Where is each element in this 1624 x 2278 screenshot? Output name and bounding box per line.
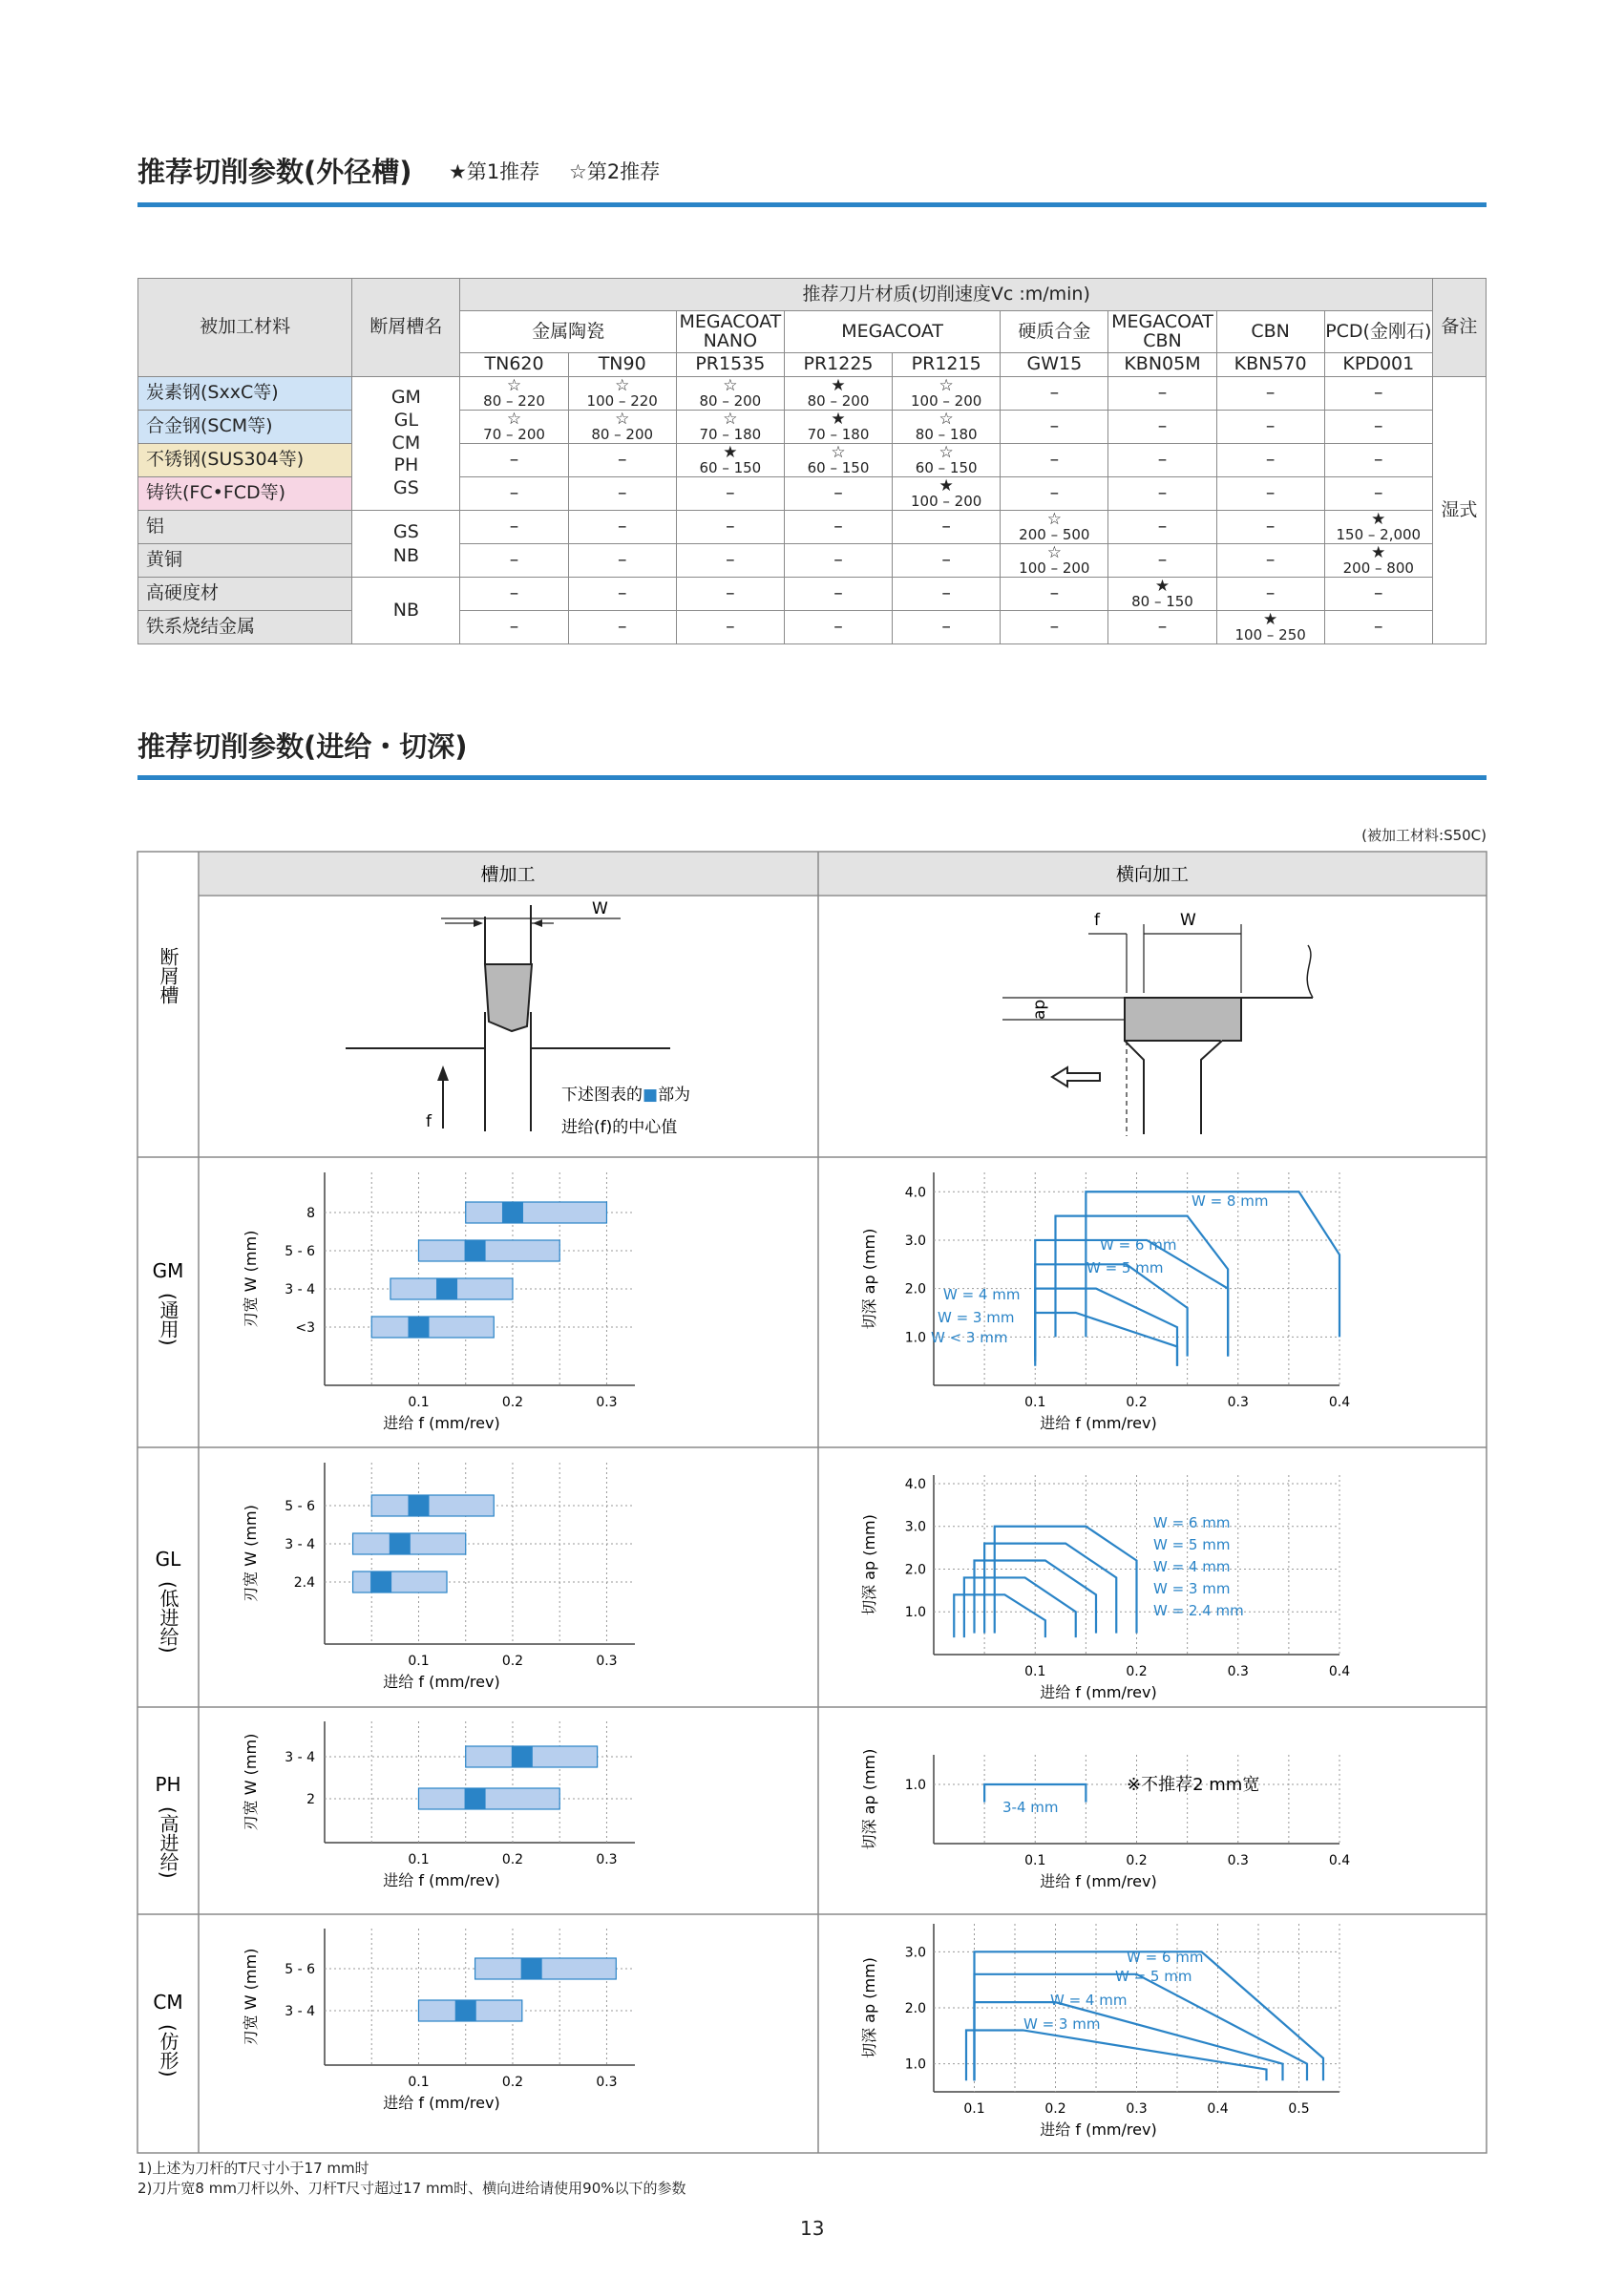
series-label: W = 5 mm bbox=[1086, 1259, 1164, 1276]
speed-cell: ☆ 60 – 150 bbox=[784, 444, 892, 477]
speed-cell: – bbox=[784, 511, 892, 544]
x-tick-label: 0.3 bbox=[1126, 2101, 1148, 2117]
remark-wet: 湿式 bbox=[1432, 377, 1486, 644]
grade-family: MEGACOAT bbox=[784, 311, 1000, 353]
diagram-note-1: 下述图表的■部为 bbox=[561, 1086, 691, 1105]
speed-cell: – bbox=[1324, 411, 1432, 444]
speed-cell: ★ 200 – 800 bbox=[1324, 544, 1432, 578]
x-axis-label: 进给 f (mm/rev) bbox=[1040, 1872, 1157, 1890]
x-tick-label: 0.4 bbox=[1328, 1664, 1351, 1679]
speed-cell: ☆ 200 – 500 bbox=[1001, 511, 1108, 544]
speed-cell: ☆ 70 – 180 bbox=[676, 411, 784, 444]
material-name: 铸铁(FC•FCD等) bbox=[138, 477, 352, 511]
speed-cell: – bbox=[893, 578, 1001, 611]
row-label: GM bbox=[152, 1259, 184, 1282]
series-label: W = 3 mm bbox=[1153, 1580, 1231, 1597]
x-tick-label: 0.1 bbox=[963, 2101, 985, 2117]
x-tick-label: 0.3 bbox=[596, 2075, 618, 2090]
speed-cell: – bbox=[676, 611, 784, 644]
speed-cell: – bbox=[568, 477, 676, 511]
speed-cell: ★ 100 – 200 bbox=[893, 477, 1001, 511]
speed-cell: – bbox=[1001, 578, 1108, 611]
x-tick-label: 0.1 bbox=[1024, 1664, 1046, 1679]
x-tick-label: 0.3 bbox=[1227, 1853, 1249, 1868]
grade-name: PR1215 bbox=[893, 353, 1001, 377]
speed-cell: – bbox=[1108, 444, 1216, 477]
series-outline bbox=[954, 1594, 1045, 1637]
speed-cell: – bbox=[893, 511, 1001, 544]
speed-cell: – bbox=[1216, 511, 1324, 544]
speed-cell: – bbox=[568, 511, 676, 544]
groove-f-label: f bbox=[426, 1112, 432, 1131]
speed-cell: – bbox=[1001, 611, 1108, 644]
y-tick-label: 3.0 bbox=[904, 1519, 926, 1535]
speed-cell: – bbox=[1216, 411, 1324, 444]
speed-cell: – bbox=[1216, 477, 1324, 511]
series-label: 3-4 mm bbox=[1002, 1799, 1059, 1816]
chipbreaker-names: GM GL CM PH GS bbox=[352, 377, 460, 511]
material-name: 炭素钢(SxxC等) bbox=[138, 377, 352, 411]
y-tick-label: 3.0 bbox=[904, 1233, 926, 1249]
feed-range-bar bbox=[371, 1495, 494, 1516]
y-tick-label: 8 bbox=[306, 1206, 315, 1221]
speed-cell: – bbox=[893, 544, 1001, 578]
speed-cell: – bbox=[568, 578, 676, 611]
col-grooving-header: 槽加工 bbox=[480, 864, 536, 885]
speed-cell: – bbox=[1108, 377, 1216, 411]
series-outline bbox=[964, 1577, 1076, 1637]
col-turning-header: 横向加工 bbox=[1115, 864, 1190, 885]
x-tick-label: 0.1 bbox=[408, 2075, 430, 2090]
speed-cell: – bbox=[784, 578, 892, 611]
grade-family: MEGACOAT NANO bbox=[676, 311, 784, 353]
y-tick-label: 1.0 bbox=[904, 1330, 926, 1346]
turn-ap-label: ap bbox=[1030, 999, 1049, 1020]
x-tick-label: 0.2 bbox=[501, 1852, 524, 1867]
speed-cell: – bbox=[460, 511, 568, 544]
grade-name: PR1535 bbox=[676, 353, 784, 377]
series-label: W = 3 mm bbox=[938, 1309, 1015, 1326]
x-tick-label: 0.4 bbox=[1328, 1395, 1351, 1410]
speed-cell: ★ 70 – 180 bbox=[784, 411, 892, 444]
row-label: CM bbox=[153, 1991, 183, 2014]
speed-cell: – bbox=[568, 444, 676, 477]
material-name: 高硬度材 bbox=[138, 578, 352, 611]
remarks-header: 备注 bbox=[1432, 279, 1486, 377]
x-tick-label: 0.1 bbox=[1024, 1395, 1046, 1410]
feed-center-mark bbox=[465, 1240, 486, 1261]
grade-name: GW15 bbox=[1001, 353, 1108, 377]
speed-cell: – bbox=[1001, 411, 1108, 444]
speed-cell: – bbox=[784, 611, 892, 644]
x-tick-label: 0.1 bbox=[408, 1852, 430, 1867]
speed-cell: – bbox=[1324, 611, 1432, 644]
x-tick-label: 0.2 bbox=[501, 1654, 524, 1669]
legend-secondary: ☆第2推荐 bbox=[569, 160, 661, 183]
speed-cell: – bbox=[676, 477, 784, 511]
y-tick-label: 4.0 bbox=[904, 1185, 926, 1201]
x-axis-label: 进给 f (mm/rev) bbox=[383, 1871, 500, 1889]
y-tick-label: 3 - 4 bbox=[285, 2004, 315, 2019]
y-tick-label: 3 - 4 bbox=[285, 1750, 315, 1765]
speed-cell: – bbox=[1108, 477, 1216, 511]
x-tick-label: 0.2 bbox=[501, 2075, 524, 2090]
row-label-sub: (高进给) bbox=[157, 1806, 179, 1879]
x-tick-label: 0.2 bbox=[1126, 1395, 1148, 1410]
series-label: W = 4 mm bbox=[943, 1286, 1021, 1303]
grade-group-header: 推荐刀片材质(切削速度Vc :m/min) bbox=[460, 279, 1432, 311]
speed-cell: ★ 80 – 150 bbox=[1108, 578, 1216, 611]
speed-cell: – bbox=[1001, 477, 1108, 511]
speed-cell: – bbox=[1216, 444, 1324, 477]
series-outline bbox=[966, 2030, 1267, 2080]
speed-cell: – bbox=[1108, 611, 1216, 644]
y-tick-label: 3 - 4 bbox=[285, 1537, 315, 1552]
speed-cell: ☆ 100 – 200 bbox=[1001, 544, 1108, 578]
feed-range-bar bbox=[371, 1317, 494, 1338]
y-tick-label: 3.0 bbox=[904, 1945, 926, 1961]
speed-cell: ☆ 80 – 200 bbox=[676, 377, 784, 411]
speed-cell: – bbox=[460, 611, 568, 644]
series-label: W = 3 mm bbox=[1023, 2015, 1101, 2033]
x-tick-label: 0.3 bbox=[1227, 1395, 1249, 1410]
y-tick-label: 2.4 bbox=[293, 1575, 315, 1591]
feed-center-mark bbox=[408, 1495, 429, 1516]
grade-name: TN620 bbox=[460, 353, 568, 377]
speed-cell: – bbox=[1324, 444, 1432, 477]
y-tick-label: 5 - 6 bbox=[285, 1962, 315, 1977]
series-label: W = 2.4 mm bbox=[1153, 1602, 1244, 1619]
y-tick-label: <3 bbox=[295, 1320, 315, 1336]
row-label: GL bbox=[155, 1548, 181, 1571]
speed-cell: ☆ 70 – 200 bbox=[460, 411, 568, 444]
feed-center-mark bbox=[512, 1746, 533, 1767]
x-tick-label: 0.2 bbox=[501, 1395, 524, 1410]
speed-cell: – bbox=[1216, 544, 1324, 578]
y-tick-label: 3 - 4 bbox=[285, 1282, 315, 1297]
material-header: 被加工材料 bbox=[138, 279, 352, 377]
speed-cell: ☆ 80 – 180 bbox=[893, 411, 1001, 444]
feed-center-mark bbox=[436, 1278, 457, 1299]
speed-cell: – bbox=[676, 578, 784, 611]
row-header-chipbreaker: 断屑槽 bbox=[157, 947, 179, 1004]
speed-cell: – bbox=[1216, 578, 1324, 611]
feed-center-mark bbox=[502, 1202, 523, 1223]
row-label: PH bbox=[155, 1773, 181, 1796]
row-label-sub: (低进给) bbox=[157, 1581, 179, 1654]
y-tick-label: 2 bbox=[306, 1792, 315, 1807]
speed-cell: – bbox=[460, 578, 568, 611]
series-label: W = 6 mm bbox=[1127, 1949, 1204, 1966]
feed-center-mark bbox=[455, 2000, 476, 2021]
turn-w-label: W bbox=[1180, 911, 1196, 930]
groove-w-label: W bbox=[592, 899, 608, 918]
feed-center-mark bbox=[370, 1571, 391, 1592]
speed-cell: ☆ 80 – 200 bbox=[568, 411, 676, 444]
feed-center-mark bbox=[465, 1788, 486, 1809]
chipbreaker-header: 断屑槽名 bbox=[352, 279, 460, 377]
series-label: W < 3 mm bbox=[931, 1329, 1008, 1346]
feed-range-bar bbox=[353, 1571, 447, 1592]
y-tick-label: 1.0 bbox=[904, 1605, 926, 1621]
material-name: 不锈钢(SUS304等) bbox=[138, 444, 352, 477]
speed-cell: ★ 150 – 2,000 bbox=[1324, 511, 1432, 544]
feed-range-bar bbox=[466, 1202, 607, 1223]
row-label-sub: (通用) bbox=[157, 1293, 179, 1346]
series-label: W = 5 mm bbox=[1153, 1536, 1231, 1553]
speed-cell: ★ 100 – 250 bbox=[1216, 611, 1324, 644]
speed-cell: – bbox=[568, 611, 676, 644]
speed-cell: – bbox=[1108, 544, 1216, 578]
series-label: W = 8 mm bbox=[1192, 1192, 1269, 1210]
speed-cell: ☆ 60 – 150 bbox=[893, 444, 1001, 477]
speed-cell: ☆ 100 – 200 bbox=[893, 377, 1001, 411]
y-axis-label: 切深 ap (mm) bbox=[860, 1957, 878, 2058]
speed-cell: – bbox=[893, 611, 1001, 644]
speed-cell: – bbox=[1001, 377, 1108, 411]
y-tick-label: 2.0 bbox=[904, 1281, 926, 1297]
grade-family: 金属陶瓷 bbox=[460, 311, 676, 353]
y-tick-label: 4.0 bbox=[904, 1476, 926, 1492]
y-axis-label: 切深 ap (mm) bbox=[860, 1514, 878, 1615]
footnote-1: 1)上述为刀杆的T尺寸小于17 mm时 bbox=[137, 2160, 369, 2177]
y-tick-label: 5 - 6 bbox=[285, 1244, 315, 1259]
speed-cell: – bbox=[676, 544, 784, 578]
y-tick-label: 1.0 bbox=[904, 2057, 926, 2073]
x-tick-label: 0.3 bbox=[596, 1395, 618, 1410]
x-tick-label: 0.2 bbox=[1126, 1853, 1148, 1868]
y-tick-label: 1.0 bbox=[904, 1778, 926, 1793]
grade-name: KPD001 bbox=[1324, 353, 1432, 377]
material-name: 铁系烧结金属 bbox=[138, 611, 352, 644]
footnote-2: 2)刀片宽8 mm刀杆以外、刀杆T尺寸超过17 mm时、横向进给请使用90%以下的参数 bbox=[137, 2180, 686, 2197]
legend-primary: ★第1推荐 bbox=[449, 160, 540, 183]
grade-family: CBN bbox=[1216, 311, 1324, 353]
chipbreaker-names: GS NB bbox=[352, 511, 460, 578]
y-axis-label: 切深 ap (mm) bbox=[860, 1228, 878, 1330]
page-number: 13 bbox=[800, 2217, 825, 2240]
speed-cell: – bbox=[676, 511, 784, 544]
speed-cell: ☆ 80 – 220 bbox=[460, 377, 568, 411]
speed-cell: – bbox=[1324, 477, 1432, 511]
x-axis-label: 进给 f (mm/rev) bbox=[1040, 2120, 1157, 2139]
x-tick-label: 0.1 bbox=[408, 1395, 430, 1410]
x-axis-label: 进给 f (mm/rev) bbox=[383, 1673, 500, 1691]
speed-cell: – bbox=[1324, 578, 1432, 611]
speed-cell: – bbox=[784, 544, 892, 578]
row-label-sub: (仿形) bbox=[157, 2024, 179, 2078]
speed-cell: – bbox=[460, 444, 568, 477]
speed-cell: ☆ 100 – 220 bbox=[568, 377, 676, 411]
x-tick-label: 0.3 bbox=[596, 1654, 618, 1669]
y-axis-label: 刃宽 W (mm) bbox=[242, 1733, 260, 1831]
x-axis-label: 进给 f (mm/rev) bbox=[383, 2094, 500, 2112]
x-axis-label: 进给 f (mm/rev) bbox=[383, 1414, 500, 1432]
grade-name: TN90 bbox=[568, 353, 676, 377]
turn-f-label: f bbox=[1094, 911, 1100, 930]
feed-range-bar bbox=[418, 1240, 559, 1261]
x-axis-label: 进给 f (mm/rev) bbox=[1040, 1414, 1157, 1432]
speed-cell: – bbox=[568, 544, 676, 578]
material-name: 黄铜 bbox=[138, 544, 352, 578]
feed-center-mark bbox=[521, 1958, 542, 1979]
feed-center-mark bbox=[390, 1533, 411, 1554]
series-outline bbox=[975, 2002, 1283, 2080]
x-tick-label: 0.4 bbox=[1207, 2101, 1229, 2117]
grade-name: KBN570 bbox=[1216, 353, 1324, 377]
grade-name: PR1225 bbox=[784, 353, 892, 377]
speed-cell: – bbox=[460, 544, 568, 578]
material-note: (被加工材料:S50C) bbox=[1361, 827, 1487, 844]
section2-title: 推荐切削参数(进给・切深) bbox=[137, 730, 468, 763]
series-label: W = 5 mm bbox=[1115, 1968, 1192, 1985]
x-tick-label: 0.1 bbox=[408, 1654, 430, 1669]
x-tick-label: 0.2 bbox=[1044, 2101, 1066, 2117]
grade-family: MEGACOAT CBN bbox=[1108, 311, 1216, 353]
speed-cell: ★ 80 – 200 bbox=[784, 377, 892, 411]
y-axis-label: 刃宽 W (mm) bbox=[242, 1505, 260, 1602]
speed-cell: – bbox=[784, 477, 892, 511]
grade-name: KBN05M bbox=[1108, 353, 1216, 377]
grade-family: PCD(金刚石) bbox=[1324, 311, 1432, 353]
grade-family: 硬质合金 bbox=[1001, 311, 1108, 353]
ph-note: ※不推荐2 mm宽 bbox=[1127, 1775, 1260, 1795]
speed-cell: – bbox=[1108, 411, 1216, 444]
x-axis-label: 进给 f (mm/rev) bbox=[1040, 1683, 1157, 1701]
x-tick-label: 0.2 bbox=[1126, 1664, 1148, 1679]
diagram-note-2: 进给(f)的中心值 bbox=[561, 1118, 678, 1137]
x-tick-label: 0.3 bbox=[596, 1852, 618, 1867]
x-tick-label: 0.5 bbox=[1288, 2101, 1310, 2117]
x-tick-label: 0.4 bbox=[1328, 1853, 1351, 1868]
speed-cell: – bbox=[1108, 511, 1216, 544]
series-outline bbox=[1035, 1240, 1228, 1357]
material-name: 合金钢(SCM等) bbox=[138, 411, 352, 444]
feed-center-mark bbox=[408, 1317, 429, 1338]
y-tick-label: 2.0 bbox=[904, 2001, 926, 2016]
series-label: W = 6 mm bbox=[1100, 1236, 1177, 1254]
series-label: W = 6 mm bbox=[1153, 1514, 1231, 1531]
speed-cell: – bbox=[1216, 377, 1324, 411]
material-name: 铝 bbox=[138, 511, 352, 544]
y-axis-label: 刃宽 W (mm) bbox=[242, 1948, 260, 2046]
section1-title: 推荐切削参数(外径槽) bbox=[137, 156, 412, 188]
y-tick-label: 2.0 bbox=[904, 1562, 926, 1578]
x-tick-label: 0.3 bbox=[1227, 1664, 1249, 1679]
speed-cell: – bbox=[460, 477, 568, 511]
feed-range-bar bbox=[418, 1788, 559, 1809]
speed-cell: – bbox=[1324, 377, 1432, 411]
speed-cell: ★ 60 – 150 bbox=[676, 444, 784, 477]
y-axis-label: 切深 ap (mm) bbox=[860, 1748, 878, 1850]
feed-range-bar bbox=[475, 1958, 617, 1979]
chipbreaker-names: NB bbox=[352, 578, 460, 644]
series-label: W = 4 mm bbox=[1153, 1558, 1231, 1575]
y-tick-label: 5 - 6 bbox=[285, 1499, 315, 1514]
y-axis-label: 刃宽 W (mm) bbox=[242, 1230, 260, 1328]
series-label: W = 4 mm bbox=[1050, 1992, 1128, 2009]
speed-cell: – bbox=[1001, 444, 1108, 477]
x-tick-label: 0.1 bbox=[1024, 1853, 1046, 1868]
